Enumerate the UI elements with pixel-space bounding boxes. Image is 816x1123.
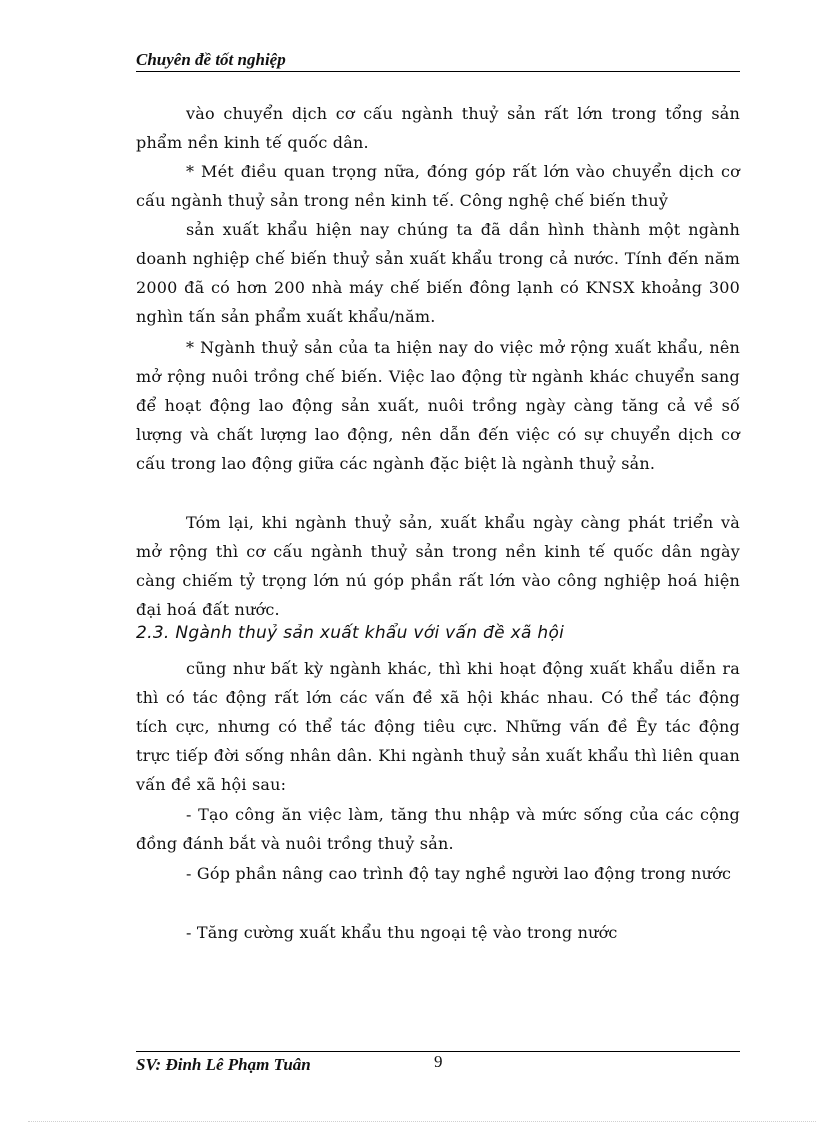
header-divider xyxy=(136,71,740,72)
list-item-3: - Tăng cường xuất khẩu thu ngoại tệ vào trong nước xyxy=(186,923,618,942)
page-edge-divider xyxy=(28,1121,816,1122)
paragraph-4: Tóm lại, khi ngành thuỷ sản, xuất khẩu ngày càng phát triển và mở rộng thì cơ cấu ngành thuỷ sản trong nền kinh tế quốc dân ngày càng chiếm tỷ trọng lớn nú góp phần rất lớn vào công nghiệp hoá hiện đại hoá đất nước. xyxy=(136,513,740,619)
paragraph-3: * Ngành thuỷ sản của ta hiện nay do việc mở rộng xuất khẩu, nên mở rộng nuôi trồng chế biến. Việc lao động từ ngành khác chuyển sang để hoạt động lao động sản xuất, nuôi trồng ngày càng tăng cả về số lượng và chất lượng lao động, nên dẫn đến việc có sự chuyển dịch cơ cấu trong lao động giữa các ngành đặc biệt là ngành thuỷ sản. xyxy=(136,338,740,473)
paragraph-5: cũng như bất kỳ ngành khác, thì khi hoạt động xuất khẩu diễn ra thì có tác động rất lớn các vấn đề xã hội khác nhau. Có thể tác động tích cực, nhưng có thể tác động tiêu cực. Những vấn đề Êy tác động trực tiếp đời sống nhân dân. Khi ngành thuỷ sản xuất khẩu thì liên quan vấn đề xã hội sau: xyxy=(136,659,740,794)
page-number: 9 xyxy=(434,1052,443,1071)
footer-author: SV: Đinh Lê Phạm Tuân xyxy=(136,1055,311,1074)
list-item-2: - Góp phần nâng cao trình độ tay nghề người lao động trong nước xyxy=(186,864,732,883)
paragraph-1: vào chuyển dịch cơ cấu ngành thuỷ sản rất lớn trong tổng sản phẩm nền kinh tế quốc dân. xyxy=(136,104,740,152)
paragraph-2: * Mét điều quan trọng nữa, đóng góp rất lớn vào chuyển dịch cơ cấu ngành thuỷ sản trong nền kinh tế. Công nghệ chế biến thuỷ xyxy=(136,162,740,210)
paragraph-2-continued: sản xuất khẩu hiện nay chúng ta đã dần hình thành một ngành doanh nghiệp chế biến thuỷ sản xuất khẩu trong cả nước. Tính đến năm 2000 đã có hơn 200 nhà máy chế biến đông lạnh có KNSX khoảng 300 nghìn tấn sản phẩm xuất khẩu/năm. xyxy=(136,220,740,326)
section-heading: 2.3. Ngành thuỷ sản xuất khẩu với vấn đề xã hội xyxy=(136,623,565,643)
running-header-title: Chuyên đề tốt nghiệp xyxy=(136,50,286,69)
list-item-1: - Tạo công ăn việc làm, tăng thu nhập và mức sống của các cộng đồng đánh bắt và nuôi trồng thuỷ sản. xyxy=(136,805,740,853)
